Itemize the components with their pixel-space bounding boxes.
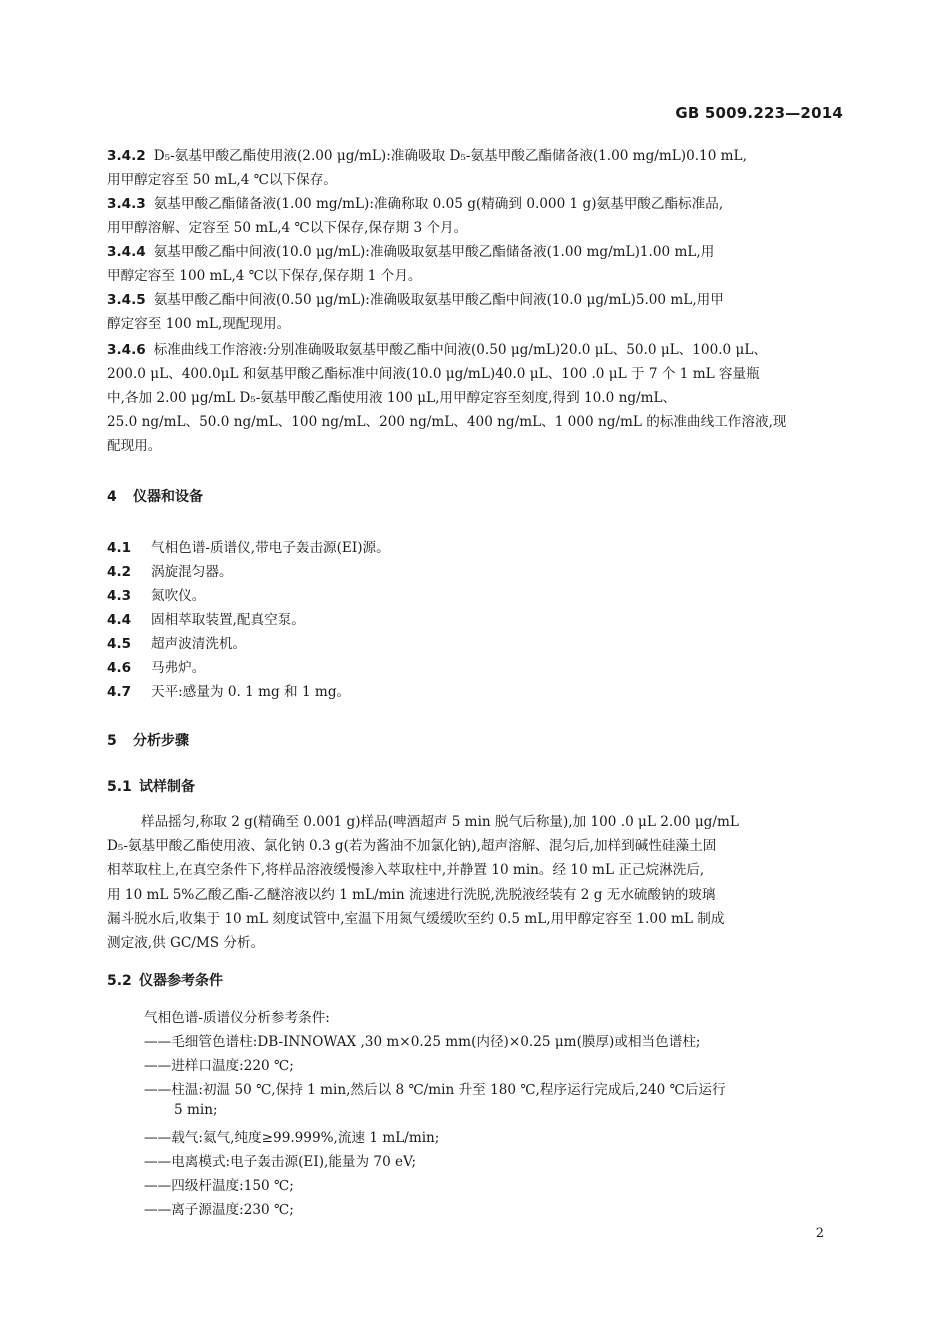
condition-ion-source-temp: ——离子源温度:230 ℃; (144, 1202, 294, 1218)
item-number: 4.7 (107, 684, 132, 700)
item-number: 4.2 (107, 564, 132, 580)
standard-code-header: GB 5009.223—2014 (675, 104, 843, 122)
paragraph-5-1 (107, 810, 844, 955)
clause-3-4-5 (107, 288, 844, 336)
clause-text: 200.0 μL、400.0μL 和氨基甲酸乙酯标准中间液(10.0 μg/mL)40.0 μL、100 .0 μL 于 7 个 1 mL 容量瓶 (107, 366, 760, 382)
clause-text: D₅-氨基甲酸乙酯使用液(2.00 μg/mL):准确吸取 D₅-氨基甲酸乙酯储备液(1.00 mg/mL)0.10 mL, (153, 148, 747, 164)
item-4-1 (107, 536, 390, 556)
clause-text: 用甲醇溶解、定容至 50 mL,4 ℃以下保存,保存期 3 个月。 (107, 220, 468, 236)
clause-text: 氨基甲酸乙酯中间液(0.50 μg/mL):准确吸取氨基甲酸乙酯中间液(10.0 μg/mL)5.00 mL,用甲 (153, 292, 724, 308)
clause-3-4-6 (107, 338, 844, 458)
clause-number: 3.4.6 (107, 342, 146, 358)
subsection-heading-5-1 (107, 776, 195, 796)
clause-number: 3.4.4 (107, 244, 146, 260)
clause-number: 3.4.2 (107, 148, 146, 164)
item-text: 涡旋混匀器。 (151, 564, 233, 580)
condition-quadrupole-temp: ——四级杆温度:150 ℃; (144, 1178, 294, 1194)
paragraph-line: 用 10 mL 5%乙酸乙酯-乙醚溶液以约 1 mL/min 流速进行洗脱,洗脱液经装有 2 g 无水硫酸钠的玻璃 (107, 886, 716, 903)
item-4-2 (107, 560, 233, 580)
clause-text: 氨基甲酸乙酯储备液(1.00 mg/mL):准确称取 0.05 g(精确到 0.000 1 g)氨基甲酸乙酯标准品, (153, 196, 724, 212)
clause-text: 用甲醇定容至 50 mL,4 ℃以下保存。 (107, 172, 337, 188)
subsection-number: 5.2 (107, 973, 132, 989)
clause-text: 配现用。 (107, 438, 162, 454)
clause-3-4-4 (107, 240, 844, 288)
clause-text: 中,各加 2.00 μg/mL D₅-氨基甲酸乙酯使用液 100 μL,用甲醇定容至刻度,得到 10.0 ng/mL、 (107, 390, 677, 406)
page-number: 2 (815, 1226, 824, 1241)
subsection-title: 仪器参考条件 (139, 973, 223, 989)
conditions-intro: 气相色谱-质谱仪分析参考条件: (144, 1010, 330, 1026)
clause-number: 3.4.5 (107, 292, 146, 308)
clause-3-4-3 (107, 192, 844, 240)
item-number: 4.6 (107, 660, 132, 676)
section-number: 4 (107, 489, 117, 505)
clause-text: 氨基甲酸乙酯中间液(10.0 μg/mL):准确吸取氨基甲酸乙酯储备液(1.00 mg/mL)1.00 mL,用 (153, 244, 715, 260)
paragraph-line: 样品摇匀,称取 2 g(精确至 0.001 g)样品(啤酒超声 5 min 脱气后称量),加 100 .0 μL 2.00 μg/mL (141, 814, 739, 830)
paragraph-line: 测定液,供 GC/MS 分析。 (107, 935, 265, 952)
clause-3-4-2 (107, 144, 844, 192)
section-heading-4 (107, 486, 203, 506)
item-number: 4.1 (107, 540, 132, 556)
item-number: 4.5 (107, 636, 132, 652)
section-title: 分析步骤 (133, 733, 189, 749)
item-text: 固相萃取装置,配真空泵。 (151, 612, 305, 628)
condition-column: ——毛细管色谱柱:DB-INNOWAX ,30 m×0.25 mm(内径)×0.25 μm(膜厚)或相当色谱柱; (144, 1034, 701, 1050)
subsection-title: 试样制备 (139, 779, 195, 795)
paragraph-line: D₅-氨基甲酸乙酯使用液、氯化钠 0.3 g(若为酱油不加氯化钠),超声溶解、混匀后,加样到碱性硅藻土固 (107, 838, 717, 855)
clause-text: 醇定容至 100 mL,现配现用。 (107, 316, 291, 332)
clause-text: 25.0 ng/mL、50.0 ng/mL、100 ng/mL、200 ng/mL、400 ng/mL、1 000 ng/mL 的标准曲线工作溶液,现 (107, 414, 787, 430)
section-heading-5 (107, 730, 189, 750)
section-title: 仪器和设备 (133, 489, 203, 505)
item-number: 4.3 (107, 588, 132, 604)
item-text: 气相色谱-质谱仪,带电子轰击源(EI)源。 (151, 540, 390, 556)
clause-number: 3.4.3 (107, 196, 146, 212)
item-4-6 (107, 656, 205, 676)
item-text: 超声波清洗机。 (151, 636, 247, 652)
clause-text: 甲醇定容至 100 mL,4 ℃以下保存,保存期 1 个月。 (107, 268, 422, 284)
clause-text: 标准曲线工作溶液:分别准确吸取氨基甲酸乙酯中间液(0.50 μg/mL)20.0 μL、50.0 μL、100.0 μL、 (153, 342, 767, 358)
section-number: 5 (107, 733, 117, 749)
paragraph-line: 相萃取柱上,在真空条件下,将样品溶液缓慢渗入萃取柱中,并静置 10 min。经 10 mL 正己烷淋洗后, (107, 862, 705, 879)
item-4-3 (107, 584, 205, 604)
item-4-5 (107, 632, 246, 652)
item-4-4 (107, 608, 305, 628)
subsection-heading-5-2 (107, 970, 223, 990)
condition-ionization: ——电离模式:电子轰击源(EI),能量为 70 eV; (144, 1154, 417, 1170)
item-text: 马弗炉。 (151, 660, 206, 676)
condition-carrier-gas: ——载气:氦气,纯度≥99.999%,流速 1 mL/min; (144, 1130, 440, 1146)
condition-oven-temp: ——柱温:初温 50 ℃,保持 1 min,然后以 8 ℃/min 升至 180 ℃,程序运行完成后,240 ℃后运行 (144, 1082, 726, 1098)
condition-oven-temp-cont: 5 min; (174, 1102, 218, 1118)
condition-inlet-temp: ——进样口温度:220 ℃; (144, 1058, 294, 1074)
item-4-7 (107, 680, 350, 700)
item-text: 氮吹仪。 (151, 588, 206, 604)
item-text: 天平:感量为 0. 1 mg 和 1 mg。 (151, 684, 351, 700)
subsection-number: 5.1 (107, 779, 132, 795)
item-number: 4.4 (107, 612, 132, 628)
paragraph-line: 漏斗脱水后,收集于 10 mL 刻度试管中,室温下用氮气缓缓吹至约 0.5 mL,用甲醇定容至 1.00 mL 制成 (107, 910, 725, 927)
